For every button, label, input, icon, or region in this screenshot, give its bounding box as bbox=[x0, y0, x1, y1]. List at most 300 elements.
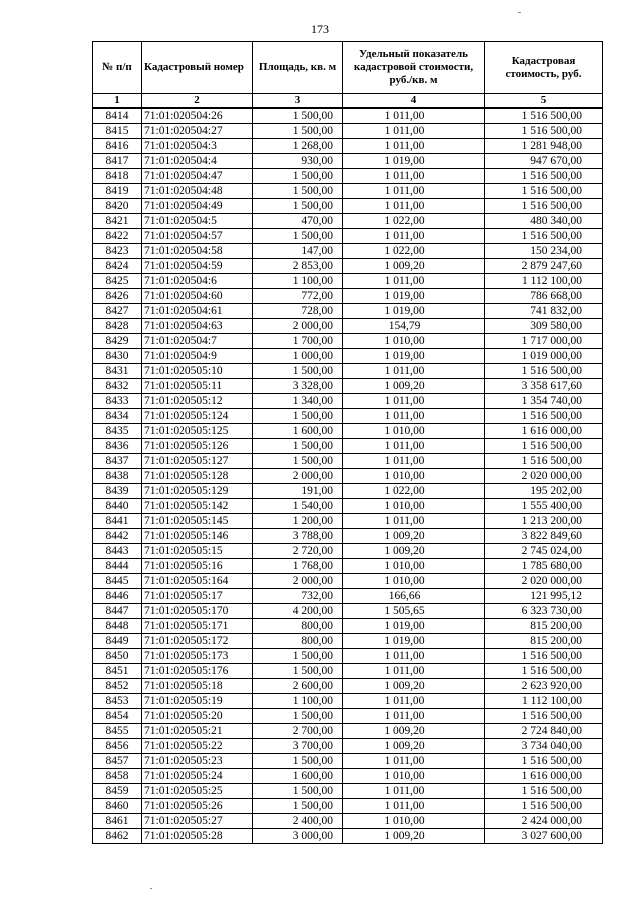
specific-rate-cell: 1 010,00 bbox=[343, 424, 485, 439]
table-row bbox=[93, 124, 603, 139]
table-row bbox=[93, 499, 603, 514]
cadastral-value-cell: 1 555 400,00 bbox=[485, 499, 603, 514]
area-cell: 1 200,00 bbox=[253, 514, 343, 529]
row-number-cell: 8442 bbox=[93, 529, 142, 544]
table-row bbox=[93, 199, 603, 214]
specific-rate-cell: 1 009,20 bbox=[343, 379, 485, 394]
row-number-cell: 8448 bbox=[93, 619, 142, 634]
area-cell: 1 500,00 bbox=[253, 439, 343, 454]
row-number-cell: 8452 bbox=[93, 679, 142, 694]
specific-rate-cell: 1 019,00 bbox=[343, 634, 485, 649]
table-row bbox=[93, 259, 603, 274]
row-number-cell: 8454 bbox=[93, 709, 142, 724]
cadastral-value-cell: 1 516 500,00 bbox=[485, 364, 603, 379]
table-row bbox=[93, 784, 603, 799]
specific-rate-cell: 1 011,00 bbox=[343, 784, 485, 799]
cadastral-number-cell: 71:01:020504:61 bbox=[142, 304, 253, 319]
area-cell: 3 000,00 bbox=[253, 829, 343, 844]
cadastral-number-cell: 71:01:020505:176 bbox=[142, 664, 253, 679]
specific-rate-cell: 1 011,00 bbox=[343, 409, 485, 424]
specific-rate-cell: 1 011,00 bbox=[343, 139, 485, 154]
row-number-cell: 8440 bbox=[93, 499, 142, 514]
cadastral-number-cell: 71:01:020504:58 bbox=[142, 244, 253, 259]
cadastral-number-cell: 71:01:020504:57 bbox=[142, 229, 253, 244]
cadastral-number-cell: 71:01:020505:28 bbox=[142, 829, 253, 844]
table-row bbox=[93, 394, 603, 409]
area-cell: 1 500,00 bbox=[253, 124, 343, 139]
row-number-cell: 8426 bbox=[93, 289, 142, 304]
cadastral-number-cell: 71:01:020504:7 bbox=[142, 334, 253, 349]
table-row bbox=[93, 439, 603, 454]
table-row bbox=[93, 108, 603, 124]
row-number-cell: 8456 bbox=[93, 739, 142, 754]
area-cell: 2 000,00 bbox=[253, 319, 343, 334]
area-cell: 1 768,00 bbox=[253, 559, 343, 574]
cadastral-value-cell: 2 623 920,00 bbox=[485, 679, 603, 694]
specific-rate-cell: 1 009,20 bbox=[343, 739, 485, 754]
specific-rate-cell: 1 019,00 bbox=[343, 289, 485, 304]
cadastral-value-cell: 3 822 849,60 bbox=[485, 529, 603, 544]
cadastral-number-cell: 71:01:020505:27 bbox=[142, 814, 253, 829]
cadastral-number-cell: 71:01:020504:60 bbox=[142, 289, 253, 304]
cadastral-number-cell: 71:01:020505:164 bbox=[142, 574, 253, 589]
cadastral-number-cell: 71:01:020505:142 bbox=[142, 499, 253, 514]
specific-rate-cell: 1 009,20 bbox=[343, 724, 485, 739]
cadastral-number-cell: 71:01:020505:18 bbox=[142, 679, 253, 694]
cadastral-number-cell: 71:01:020505:173 bbox=[142, 649, 253, 664]
cadastral-number-cell: 71:01:020504:63 bbox=[142, 319, 253, 334]
area-cell: 800,00 bbox=[253, 619, 343, 634]
cadastral-value-cell: 1 516 500,00 bbox=[485, 439, 603, 454]
area-cell: 1 540,00 bbox=[253, 499, 343, 514]
cadastral-value-cell: 1 516 500,00 bbox=[485, 124, 603, 139]
table-row bbox=[93, 664, 603, 679]
cadastral-number-cell: 71:01:020505:127 bbox=[142, 454, 253, 469]
table-row bbox=[93, 349, 603, 364]
cadastral-number-cell: 71:01:020505:24 bbox=[142, 769, 253, 784]
cadastral-value-cell: 947 670,00 bbox=[485, 154, 603, 169]
specific-rate-cell: 1 009,20 bbox=[343, 829, 485, 844]
table-row bbox=[93, 289, 603, 304]
cadastral-number-cell: 71:01:020505:17 bbox=[142, 589, 253, 604]
cadastral-value-cell: 2 879 247,60 bbox=[485, 259, 603, 274]
cadastral-number-cell: 71:01:020505:26 bbox=[142, 799, 253, 814]
cadastral-value-cell: 6 323 730,00 bbox=[485, 604, 603, 619]
row-number-cell: 8447 bbox=[93, 604, 142, 619]
specific-rate-cell: 154,79 bbox=[343, 319, 485, 334]
cadastral-number-cell: 71:01:020505:21 bbox=[142, 724, 253, 739]
row-number-cell: 8434 bbox=[93, 409, 142, 424]
area-cell: 1 600,00 bbox=[253, 424, 343, 439]
area-cell: 2 700,00 bbox=[253, 724, 343, 739]
area-cell: 1 500,00 bbox=[253, 754, 343, 769]
area-cell: 2 853,00 bbox=[253, 259, 343, 274]
row-number-cell: 8417 bbox=[93, 154, 142, 169]
row-number-cell: 8458 bbox=[93, 769, 142, 784]
cadastral-value-cell: 741 832,00 bbox=[485, 304, 603, 319]
cadastral-number-cell: 71:01:020504:6 bbox=[142, 274, 253, 289]
cadastral-value-cell: 1 281 948,00 bbox=[485, 139, 603, 154]
table-row bbox=[93, 604, 603, 619]
header-cadastral-number: Кадастровый номер bbox=[142, 42, 253, 94]
cadastral-number-cell: 71:01:020504:59 bbox=[142, 259, 253, 274]
cadastral-value-cell: 1 516 500,00 bbox=[485, 184, 603, 199]
area-cell: 1 500,00 bbox=[253, 649, 343, 664]
area-cell: 772,00 bbox=[253, 289, 343, 304]
specific-rate-cell: 1 022,00 bbox=[343, 214, 485, 229]
specific-rate-cell: 1 011,00 bbox=[343, 454, 485, 469]
cadastral-number-cell: 71:01:020505:23 bbox=[142, 754, 253, 769]
row-number-cell: 8430 bbox=[93, 349, 142, 364]
area-cell: 732,00 bbox=[253, 589, 343, 604]
row-number-cell: 8432 bbox=[93, 379, 142, 394]
cadastral-value-cell: 3 734 040,00 bbox=[485, 739, 603, 754]
specific-rate-cell: 1 022,00 bbox=[343, 484, 485, 499]
table-row bbox=[93, 634, 603, 649]
table-row bbox=[93, 739, 603, 754]
specific-rate-cell: 1 009,20 bbox=[343, 679, 485, 694]
row-number-cell: 8445 bbox=[93, 574, 142, 589]
row-number-cell: 8420 bbox=[93, 199, 142, 214]
area-cell: 1 100,00 bbox=[253, 694, 343, 709]
area-cell: 3 788,00 bbox=[253, 529, 343, 544]
cadastral-number-cell: 71:01:020505:22 bbox=[142, 739, 253, 754]
specific-rate-cell: 1 011,00 bbox=[343, 108, 485, 124]
row-number-cell: 8444 bbox=[93, 559, 142, 574]
area-cell: 1 700,00 bbox=[253, 334, 343, 349]
specific-rate-cell: 1 011,00 bbox=[343, 184, 485, 199]
row-number-cell: 8449 bbox=[93, 634, 142, 649]
row-number-cell: 8462 bbox=[93, 829, 142, 844]
table-row bbox=[93, 619, 603, 634]
area-cell: 1 500,00 bbox=[253, 784, 343, 799]
cadastral-value-cell: 1 516 500,00 bbox=[485, 649, 603, 664]
cadastral-value-cell: 480 340,00 bbox=[485, 214, 603, 229]
header-specific-rate: Удельный показатель кадастровой стоимости, руб./кв. м bbox=[343, 42, 485, 94]
cadastral-number-cell: 71:01:020504:27 bbox=[142, 124, 253, 139]
cadastral-number-cell: 71:01:020504:49 bbox=[142, 199, 253, 214]
column-number: 5 bbox=[485, 94, 603, 109]
cadastral-value-cell: 2 020 000,00 bbox=[485, 469, 603, 484]
row-number-cell: 8453 bbox=[93, 694, 142, 709]
cadastral-number-cell: 71:01:020504:5 bbox=[142, 214, 253, 229]
cadastral-value-cell: 1 516 500,00 bbox=[485, 199, 603, 214]
area-cell: 1 268,00 bbox=[253, 139, 343, 154]
cadastral-value-table bbox=[92, 41, 603, 844]
row-number-cell: 8435 bbox=[93, 424, 142, 439]
row-number-cell: 8429 bbox=[93, 334, 142, 349]
column-number-row bbox=[93, 94, 603, 109]
cadastral-value-cell: 815 200,00 bbox=[485, 619, 603, 634]
cadastral-number-cell: 71:01:020505:172 bbox=[142, 634, 253, 649]
cadastral-value-cell: 2 424 000,00 bbox=[485, 814, 603, 829]
cadastral-value-cell: 1 112 100,00 bbox=[485, 274, 603, 289]
area-cell: 2 000,00 bbox=[253, 574, 343, 589]
specific-rate-cell: 1 019,00 bbox=[343, 304, 485, 319]
table-row bbox=[93, 514, 603, 529]
cadastral-number-cell: 71:01:020504:47 bbox=[142, 169, 253, 184]
cadastral-value-cell: 2 724 840,00 bbox=[485, 724, 603, 739]
row-number-cell: 8416 bbox=[93, 139, 142, 154]
row-number-cell: 8414 bbox=[93, 108, 142, 124]
table-row bbox=[93, 679, 603, 694]
specific-rate-cell: 1 019,00 bbox=[343, 154, 485, 169]
cadastral-value-cell: 1 516 500,00 bbox=[485, 709, 603, 724]
area-cell: 1 500,00 bbox=[253, 169, 343, 184]
cadastral-value-cell: 1 516 500,00 bbox=[485, 799, 603, 814]
table-row bbox=[93, 139, 603, 154]
specific-rate-cell: 1 011,00 bbox=[343, 514, 485, 529]
row-number-cell: 8437 bbox=[93, 454, 142, 469]
specific-rate-cell: 1 505,65 bbox=[343, 604, 485, 619]
cadastral-value-cell: 195 202,00 bbox=[485, 484, 603, 499]
cadastral-number-cell: 71:01:020505:170 bbox=[142, 604, 253, 619]
table-row bbox=[93, 454, 603, 469]
row-number-cell: 8428 bbox=[93, 319, 142, 334]
table-row bbox=[93, 544, 603, 559]
specific-rate-cell: 1 011,00 bbox=[343, 694, 485, 709]
specific-rate-cell: 1 009,20 bbox=[343, 544, 485, 559]
area-cell: 1 500,00 bbox=[253, 454, 343, 469]
table-row bbox=[93, 799, 603, 814]
table-row bbox=[93, 769, 603, 784]
specific-rate-cell: 1 011,00 bbox=[343, 799, 485, 814]
cadastral-value-cell: 786 668,00 bbox=[485, 289, 603, 304]
row-number-cell: 8443 bbox=[93, 544, 142, 559]
scan-speck bbox=[518, 12, 521, 13]
specific-rate-cell: 1 010,00 bbox=[343, 469, 485, 484]
cadastral-value-cell: 1 112 100,00 bbox=[485, 694, 603, 709]
area-cell: 1 500,00 bbox=[253, 664, 343, 679]
table-header bbox=[93, 42, 603, 109]
cadastral-number-cell: 71:01:020505:25 bbox=[142, 784, 253, 799]
table-row bbox=[93, 229, 603, 244]
table-row bbox=[93, 589, 603, 604]
area-cell: 1 500,00 bbox=[253, 199, 343, 214]
table-row bbox=[93, 484, 603, 499]
page-number: 173 bbox=[311, 22, 329, 36]
specific-rate-cell: 1 009,20 bbox=[343, 529, 485, 544]
area-cell: 1 000,00 bbox=[253, 349, 343, 364]
area-cell: 800,00 bbox=[253, 634, 343, 649]
table-row bbox=[93, 169, 603, 184]
cadastral-value-cell: 1 516 500,00 bbox=[485, 229, 603, 244]
row-number-cell: 8431 bbox=[93, 364, 142, 379]
row-number-cell: 8439 bbox=[93, 484, 142, 499]
cadastral-value-cell: 1 616 000,00 bbox=[485, 424, 603, 439]
row-number-cell: 8460 bbox=[93, 799, 142, 814]
cadastral-value-cell: 1 516 500,00 bbox=[485, 409, 603, 424]
area-cell: 1 500,00 bbox=[253, 184, 343, 199]
header-area: Площадь, кв. м bbox=[253, 42, 343, 94]
cadastral-value-cell: 150 234,00 bbox=[485, 244, 603, 259]
specific-rate-cell: 1 011,00 bbox=[343, 199, 485, 214]
area-cell: 930,00 bbox=[253, 154, 343, 169]
specific-rate-cell: 1 009,20 bbox=[343, 259, 485, 274]
specific-rate-cell: 1 011,00 bbox=[343, 649, 485, 664]
specific-rate-cell: 166,66 bbox=[343, 589, 485, 604]
specific-rate-cell: 1 010,00 bbox=[343, 769, 485, 784]
cadastral-number-cell: 71:01:020505:16 bbox=[142, 559, 253, 574]
table-row bbox=[93, 319, 603, 334]
specific-rate-cell: 1 011,00 bbox=[343, 274, 485, 289]
area-cell: 1 600,00 bbox=[253, 769, 343, 784]
row-number-cell: 8415 bbox=[93, 124, 142, 139]
cadastral-value-cell: 1 019 000,00 bbox=[485, 349, 603, 364]
table-row bbox=[93, 214, 603, 229]
table-row bbox=[93, 364, 603, 379]
cadastral-number-cell: 71:01:020505:19 bbox=[142, 694, 253, 709]
cadastral-number-cell: 71:01:020504:3 bbox=[142, 139, 253, 154]
table-row bbox=[93, 184, 603, 199]
table-row bbox=[93, 649, 603, 664]
cadastral-value-cell: 2 745 024,00 bbox=[485, 544, 603, 559]
column-number: 3 bbox=[253, 94, 343, 109]
header-cadastral-value: Кадастровая стоимость, руб. bbox=[485, 42, 603, 94]
cadastral-number-cell: 71:01:020505:10 bbox=[142, 364, 253, 379]
cadastral-number-cell: 71:01:020505:11 bbox=[142, 379, 253, 394]
specific-rate-cell: 1 011,00 bbox=[343, 124, 485, 139]
row-number-cell: 8424 bbox=[93, 259, 142, 274]
area-cell: 1 500,00 bbox=[253, 409, 343, 424]
specific-rate-cell: 1 019,00 bbox=[343, 349, 485, 364]
row-number-cell: 8459 bbox=[93, 784, 142, 799]
specific-rate-cell: 1 011,00 bbox=[343, 169, 485, 184]
cadastral-value-cell: 1 516 500,00 bbox=[485, 664, 603, 679]
area-cell: 4 200,00 bbox=[253, 604, 343, 619]
specific-rate-cell: 1 022,00 bbox=[343, 244, 485, 259]
cadastral-value-cell: 1 213 200,00 bbox=[485, 514, 603, 529]
area-cell: 2 600,00 bbox=[253, 679, 343, 694]
row-number-cell: 8436 bbox=[93, 439, 142, 454]
specific-rate-cell: 1 010,00 bbox=[343, 334, 485, 349]
table-row bbox=[93, 574, 603, 589]
table-row bbox=[93, 529, 603, 544]
area-cell: 1 500,00 bbox=[253, 799, 343, 814]
cadastral-number-cell: 71:01:020505:12 bbox=[142, 394, 253, 409]
table-row bbox=[93, 694, 603, 709]
table-row bbox=[93, 244, 603, 259]
area-cell: 728,00 bbox=[253, 304, 343, 319]
cadastral-value-cell: 1 516 500,00 bbox=[485, 169, 603, 184]
area-cell: 1 500,00 bbox=[253, 108, 343, 124]
area-cell: 470,00 bbox=[253, 214, 343, 229]
table-row bbox=[93, 379, 603, 394]
cadastral-number-cell: 71:01:020505:20 bbox=[142, 709, 253, 724]
specific-rate-cell: 1 019,00 bbox=[343, 619, 485, 634]
table-row bbox=[93, 304, 603, 319]
area-cell: 2 720,00 bbox=[253, 544, 343, 559]
row-number-cell: 8455 bbox=[93, 724, 142, 739]
row-number-cell: 8419 bbox=[93, 184, 142, 199]
cadastral-value-cell: 1 717 000,00 bbox=[485, 334, 603, 349]
cadastral-number-cell: 71:01:020505:126 bbox=[142, 439, 253, 454]
cadastral-number-cell: 71:01:020505:171 bbox=[142, 619, 253, 634]
cadastral-value-cell: 815 200,00 bbox=[485, 634, 603, 649]
specific-rate-cell: 1 011,00 bbox=[343, 364, 485, 379]
table-row bbox=[93, 334, 603, 349]
cadastral-number-cell: 71:01:020505:146 bbox=[142, 529, 253, 544]
area-cell: 1 340,00 bbox=[253, 394, 343, 409]
column-number: 4 bbox=[343, 94, 485, 109]
table-row bbox=[93, 274, 603, 289]
cadastral-value-cell: 1 516 500,00 bbox=[485, 784, 603, 799]
cadastral-number-cell: 71:01:020505:124 bbox=[142, 409, 253, 424]
cadastral-value-cell: 309 580,00 bbox=[485, 319, 603, 334]
cadastral-value-cell: 3 358 617,60 bbox=[485, 379, 603, 394]
specific-rate-cell: 1 011,00 bbox=[343, 439, 485, 454]
row-number-cell: 8422 bbox=[93, 229, 142, 244]
table-row bbox=[93, 409, 603, 424]
area-cell: 1 500,00 bbox=[253, 364, 343, 379]
specific-rate-cell: 1 010,00 bbox=[343, 814, 485, 829]
cadastral-value-cell: 3 027 600,00 bbox=[485, 829, 603, 844]
area-cell: 1 100,00 bbox=[253, 274, 343, 289]
specific-rate-cell: 1 011,00 bbox=[343, 229, 485, 244]
column-number: 1 bbox=[93, 94, 142, 109]
specific-rate-cell: 1 011,00 bbox=[343, 664, 485, 679]
cadastral-number-cell: 71:01:020504:9 bbox=[142, 349, 253, 364]
row-number-cell: 8425 bbox=[93, 274, 142, 289]
row-number-cell: 8446 bbox=[93, 589, 142, 604]
cadastral-number-cell: 71:01:020504:4 bbox=[142, 154, 253, 169]
row-number-cell: 8441 bbox=[93, 514, 142, 529]
table-row bbox=[93, 754, 603, 769]
table-row bbox=[93, 829, 603, 844]
table-row bbox=[93, 469, 603, 484]
table-body bbox=[93, 108, 603, 844]
area-cell: 3 700,00 bbox=[253, 739, 343, 754]
header-row bbox=[93, 42, 603, 94]
table-row bbox=[93, 709, 603, 724]
row-number-cell: 8421 bbox=[93, 214, 142, 229]
area-cell: 1 500,00 bbox=[253, 709, 343, 724]
row-number-cell: 8418 bbox=[93, 169, 142, 184]
table-row bbox=[93, 154, 603, 169]
cadastral-number-cell: 71:01:020505:125 bbox=[142, 424, 253, 439]
cadastral-number-cell: 71:01:020505:129 bbox=[142, 484, 253, 499]
column-number: 2 bbox=[142, 94, 253, 109]
row-number-cell: 8457 bbox=[93, 754, 142, 769]
header-num: № п/п bbox=[93, 42, 142, 94]
row-number-cell: 8433 bbox=[93, 394, 142, 409]
cadastral-value-cell: 121 995,12 bbox=[485, 589, 603, 604]
specific-rate-cell: 1 011,00 bbox=[343, 709, 485, 724]
cadastral-number-cell: 71:01:020504:26 bbox=[142, 108, 253, 124]
row-number-cell: 8461 bbox=[93, 814, 142, 829]
cadastral-value-cell: 1 516 500,00 bbox=[485, 454, 603, 469]
row-number-cell: 8427 bbox=[93, 304, 142, 319]
scan-speck bbox=[150, 888, 152, 889]
row-number-cell: 8451 bbox=[93, 664, 142, 679]
area-cell: 1 500,00 bbox=[253, 229, 343, 244]
cadastral-value-cell: 1 785 680,00 bbox=[485, 559, 603, 574]
area-cell: 2 000,00 bbox=[253, 469, 343, 484]
row-number-cell: 8423 bbox=[93, 244, 142, 259]
row-number-cell: 8438 bbox=[93, 469, 142, 484]
specific-rate-cell: 1 010,00 bbox=[343, 574, 485, 589]
cadastral-value-cell: 1 516 500,00 bbox=[485, 108, 603, 124]
specific-rate-cell: 1 010,00 bbox=[343, 559, 485, 574]
table-row bbox=[93, 559, 603, 574]
area-cell: 3 328,00 bbox=[253, 379, 343, 394]
area-cell: 2 400,00 bbox=[253, 814, 343, 829]
table-row bbox=[93, 724, 603, 739]
table-row bbox=[93, 814, 603, 829]
cadastral-number-cell: 71:01:020505:15 bbox=[142, 544, 253, 559]
cadastral-number-cell: 71:01:020505:128 bbox=[142, 469, 253, 484]
area-cell: 147,00 bbox=[253, 244, 343, 259]
